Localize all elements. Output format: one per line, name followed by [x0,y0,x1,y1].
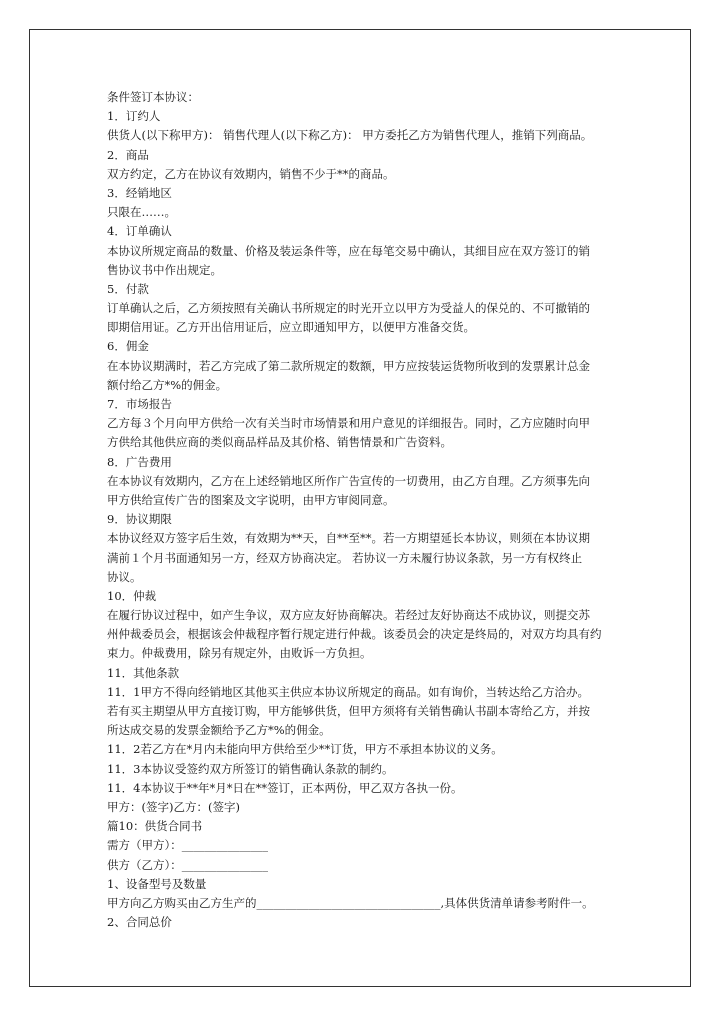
text-line: 7．市场报告 [107,397,172,411]
text-line: 甲方：(签字)乙方：(签字) [107,799,240,814]
text-line: 2．商品 [107,147,149,162]
text-line: 满前１个月书面通知另一方，经双方协商决定。 若协议一方未履行协议条款，另一方有权终止 [107,550,583,565]
text-line: 即期信用证。乙方开出信用证后，应立即通知甲方，以便甲方准备交货。 [107,320,475,335]
text-line: 本协议所规定商品的数量、价格及装运条件等，应在每笔交易中确认，其细目应在双方签订的销 [107,243,590,258]
text-line: 所达成交易的发票金额给予乙方*%的佣金。 [107,723,331,738]
text-line: 1．订约人 [107,109,161,124]
text-line: 若有买主期望从甲方直接订购，甲方能够供货，但甲方须将有关销售确认书副本寄给乙方，并按 [107,704,590,718]
document-body [107,88,619,932]
text-line: 方供给其他供应商的类似商品样品及其价格、销售情景和广告资料。 [107,435,452,450]
text-line: 11．4本协议于**年*月*日在**签订，正本两份，甲乙双方各执一份。 [107,780,463,795]
text-line: 供方（乙方）：_______________ [107,857,268,872]
text-line: 6．佣金 [107,339,149,354]
text-line: 只限在……。 [107,205,176,220]
text-line: 11．其他条款 [107,665,180,680]
text-line: 2、合同总价 [107,915,172,930]
text-line: 乙方每３个月向甲方供给一次有关当时市场情景和用户意见的详细报告。同时，乙方应随时向甲 [107,416,590,431]
text-line: 甲方供给宣传广告的图案及文字说明，由甲方审阅同意。 [107,492,395,507]
text-line: 双方约定，乙方在协议有效期内，销售不少于**的商品。 [107,166,395,181]
text-line: 协议。 [107,569,142,584]
text-line: 1、设备型号及数量 [107,876,207,891]
text-line: 在履行协议过程中，如产生争议，双方应友好协商解决。若经过友好协商达不成协议，则提交苏 [107,608,590,623]
text-line: 11．3本协议受签约双方所签订的销售确认条款的制约。 [107,761,394,776]
text-line: 本协议经双方签字后生效，有效期为**天，自**至**。若一方期望延长本协议，则须在本协议期 [107,531,590,546]
text-line: 束力。仲裁费用，除另有规定外，由败诉一方负担。 [107,646,372,661]
text-line: 3．经销地区 [107,185,172,200]
text-line: 8．广告费用 [107,454,172,469]
text-line: 4．订单确认 [107,224,172,239]
text-line: 售协议书中作出规定。 [107,262,222,277]
text-line: 9．协议期限 [107,512,172,527]
text-line: 甲方向乙方购买由乙方生产的________________________________,具体供货清单请参考附件一。 [107,895,594,910]
text-line: 在本协议有效期内，乙方在上述经销地区所作广告宣传的一切费用，由乙方自理。乙方须事先向 [107,473,590,488]
text-line: 订单确认之后，乙方须按照有关确认书所规定的时光开立以甲方为受益人的保兑的、不可撤销的 [107,301,590,316]
text-line: 篇10：供货合同书 [107,819,203,834]
text-line: 5．付款 [107,281,149,296]
text-line: 在本协议期满时，若乙方完成了第二款所规定的数额，甲方应按装运货物所收到的发票累计总金 [107,358,590,373]
text-line: 需方（甲方）：_______________ [107,838,268,853]
text-line: 11．2若乙方在*月内未能向甲方供给至少**订货，甲方不承担本协议的义务。 [107,742,503,757]
text-line: 10．仲裁 [107,588,157,603]
text-line: 额付给乙方*%的佣金。 [107,377,228,392]
text-line: 州仲裁委员会，根据该会仲裁程序暂行规定进行仲裁。该委员会的决定是终局的，对双方均具有约 [107,627,602,642]
text-line: 供货人(以下称甲方)： 销售代理人(以下称乙方)： 甲方委托乙方为销售代理人，推销下列商品。 [107,128,593,143]
text-line: 条件签订本协议： [107,90,199,104]
text-line: 11．1甲方不得向经销地区其他买主供应本协议所规定的商品。如有询价，当转达给乙方洽办。 [107,684,589,699]
